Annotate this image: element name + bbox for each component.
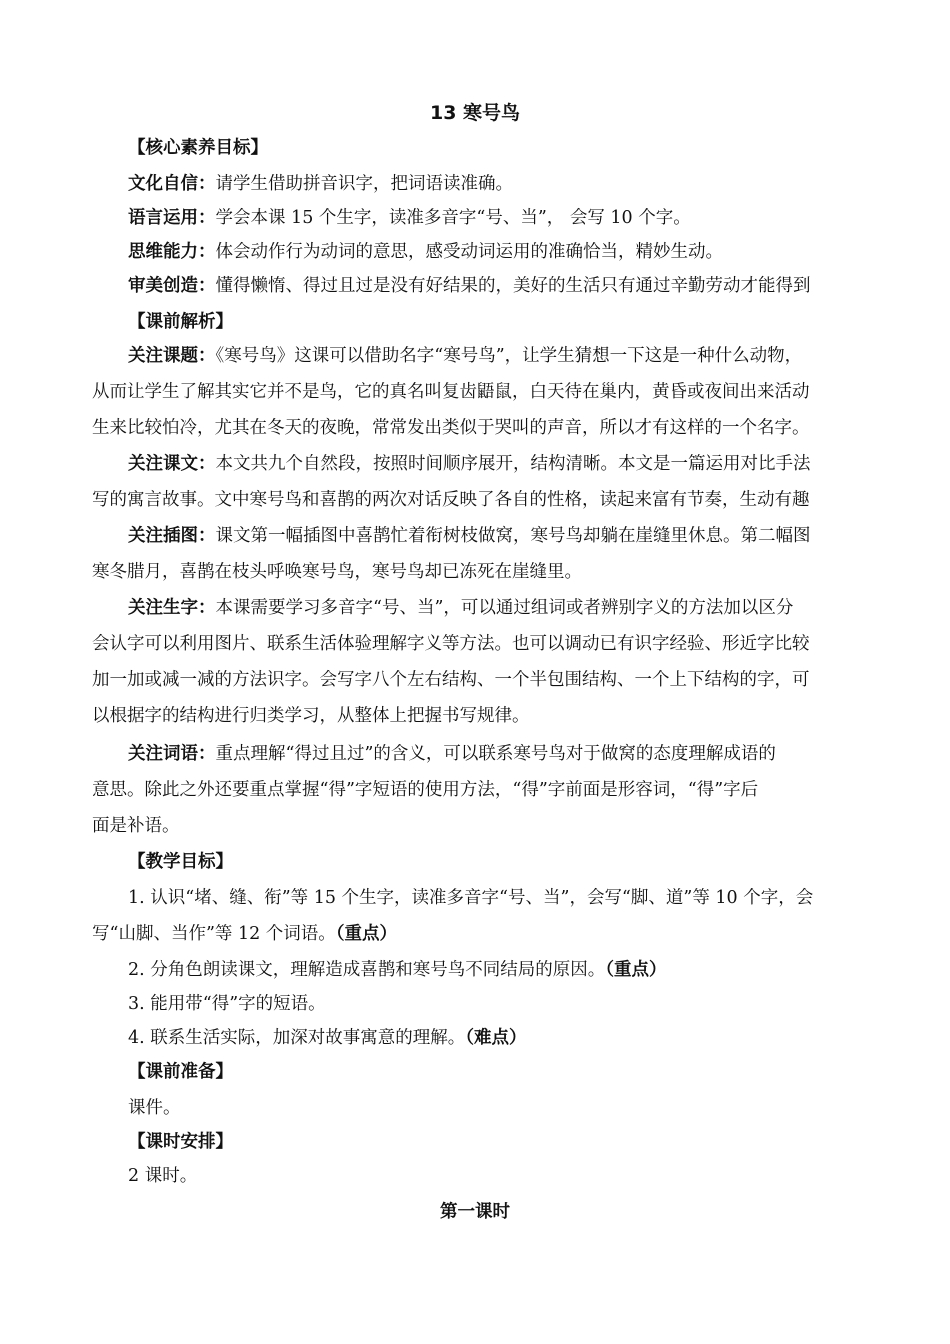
paragraph-text: 2. 分角色朗读课文，理解造成喜鹊和寒号鸟不同结局的原因。 (128, 960, 606, 980)
paragraph-text: 重点理解“得过且过”的含义，可以联系寒号鸟对于做窝的态度理解成语的 (215, 744, 776, 764)
goal-tag: （重点） (605, 960, 667, 980)
paragraph-text: 本文共九个自然段，按照时间顺序展开，结构清晰。本文是一篇运用对比手法 (215, 454, 811, 474)
core-goals-heading: 【核心素养目标】 (128, 138, 268, 158)
paragraph-text: 意思。除此之外还要重点掌握“得”字短语的使用方法，“得”字前面是形容词，“得”字后 (92, 780, 759, 800)
paragraph-text: 以根据字的结构进行归类学习，从整体上把握书写规律。 (92, 706, 530, 726)
core-item-label: 文化自信： (128, 174, 216, 194)
analysis-label: 关注生字： (128, 598, 216, 618)
paragraph-text: 从而让学生了解其实它并不是鸟，它的真名叫复齿鼯鼠，白天待在巢内，黄昏或夜间出来活动 (92, 382, 810, 402)
schedule-heading: 【课时安排】 (128, 1132, 233, 1152)
analysis-heading: 【课前解析】 (128, 312, 233, 332)
goal-4 (128, 1026, 860, 1050)
paragraph-text: 写的寓言故事。文中寒号鸟和喜鹊的两次对话反映了各自的性格，读起来富有节奏，生动有趣 (92, 490, 810, 510)
core-item-label: 语言运用： (128, 208, 216, 228)
analysis-characters-line (128, 596, 860, 620)
paragraph-text: 寒冬腊月，喜鹊在枝头呼唤寒号鸟，寒号鸟却已冻死在崖缝里。 (92, 562, 582, 582)
core-item-text: 懂得懒惰、得过且过是没有好结果的，美好的生活只有通过辛勤劳动才能得到 (215, 276, 811, 296)
paragraph-text: 面是补语。 (92, 816, 180, 836)
goal-tag: （难点） (465, 1028, 527, 1048)
lesson-heading: 第一课时 (440, 1202, 510, 1222)
analysis-label: 关注词语： (128, 744, 216, 764)
core-item-label: 审美创造： (128, 276, 216, 296)
core-item-text: 学会本课 15 个生字，读准多音字“号、当”， 会写 10 个字。 (215, 208, 691, 228)
paragraph-text: 加一加或减一减的方法识字。会写字八个左右结构、一个半包围结构、一个上下结构的字，可 (92, 670, 810, 690)
goal-tag: （重点） (335, 924, 398, 944)
paragraph-text: 《寒号鸟》这课可以借助名字“寒号鸟”，让学生猜想一下这是一种什么动物， (215, 346, 803, 366)
paragraph-text: 本课需要学习多音字“号、当”，可以通过组词或者辨别字义的方法加以区分 (215, 598, 794, 618)
core-item-text: 体会动作行为动词的意思，感受动词运用的准确恰当，精妙生动。 (215, 242, 723, 262)
goal-3: 3. 能用带“得”字的短语。 (128, 994, 326, 1014)
core-item-thinking (128, 240, 860, 264)
core-item-culture (128, 172, 860, 196)
page-title: 13 寒号鸟 (429, 102, 521, 124)
analysis-text-line (128, 452, 860, 476)
prep-text: 课件。 (128, 1098, 181, 1118)
analysis-label: 关注插图： (128, 526, 216, 546)
analysis-illustration-line (128, 524, 860, 548)
teaching-goals-heading: 【教学目标】 (128, 852, 233, 872)
analysis-label: 关注课题： (128, 346, 216, 366)
paragraph-text: 会认字可以利用图片、联系生活体验理解字义等方法。也可以调动已有识字经验、形近字比较 (92, 634, 810, 654)
prep-heading: 【课前准备】 (128, 1062, 233, 1082)
goal-1-cont (92, 922, 860, 946)
goal-1: 1. 认识“堵、缝、衔”等 15 个生字，读准多音字“号、当”，会写“脚、道”等 10 个字，会 (128, 888, 814, 908)
paragraph-text: 生来比较怕冷，尤其在冬天的夜晚，常常发出类似于哭叫的声音，所以才有这样的一个名字。 (92, 418, 810, 438)
goal-2 (128, 958, 860, 982)
core-item-text: 请学生借助拼音识字，把词语读准确。 (215, 174, 513, 194)
paragraph-text: 写“山脚、当作”等 12 个词语。 (92, 924, 336, 944)
analysis-label: 关注课文： (128, 454, 216, 474)
paragraph-text: 课文第一幅插图中喜鹊忙着衔树枝做窝，寒号鸟却躺在崖缝里休息。第二幅图 (215, 526, 811, 546)
schedule-text: 2 课时。 (128, 1166, 198, 1186)
analysis-title-line (128, 344, 860, 368)
core-item-aesthetic (128, 274, 860, 298)
analysis-words-line (128, 742, 860, 766)
core-item-label: 思维能力： (128, 242, 216, 262)
paragraph-text: 4. 联系生活实际，加深对故事寓意的理解。 (128, 1028, 466, 1048)
core-item-language (128, 206, 860, 230)
